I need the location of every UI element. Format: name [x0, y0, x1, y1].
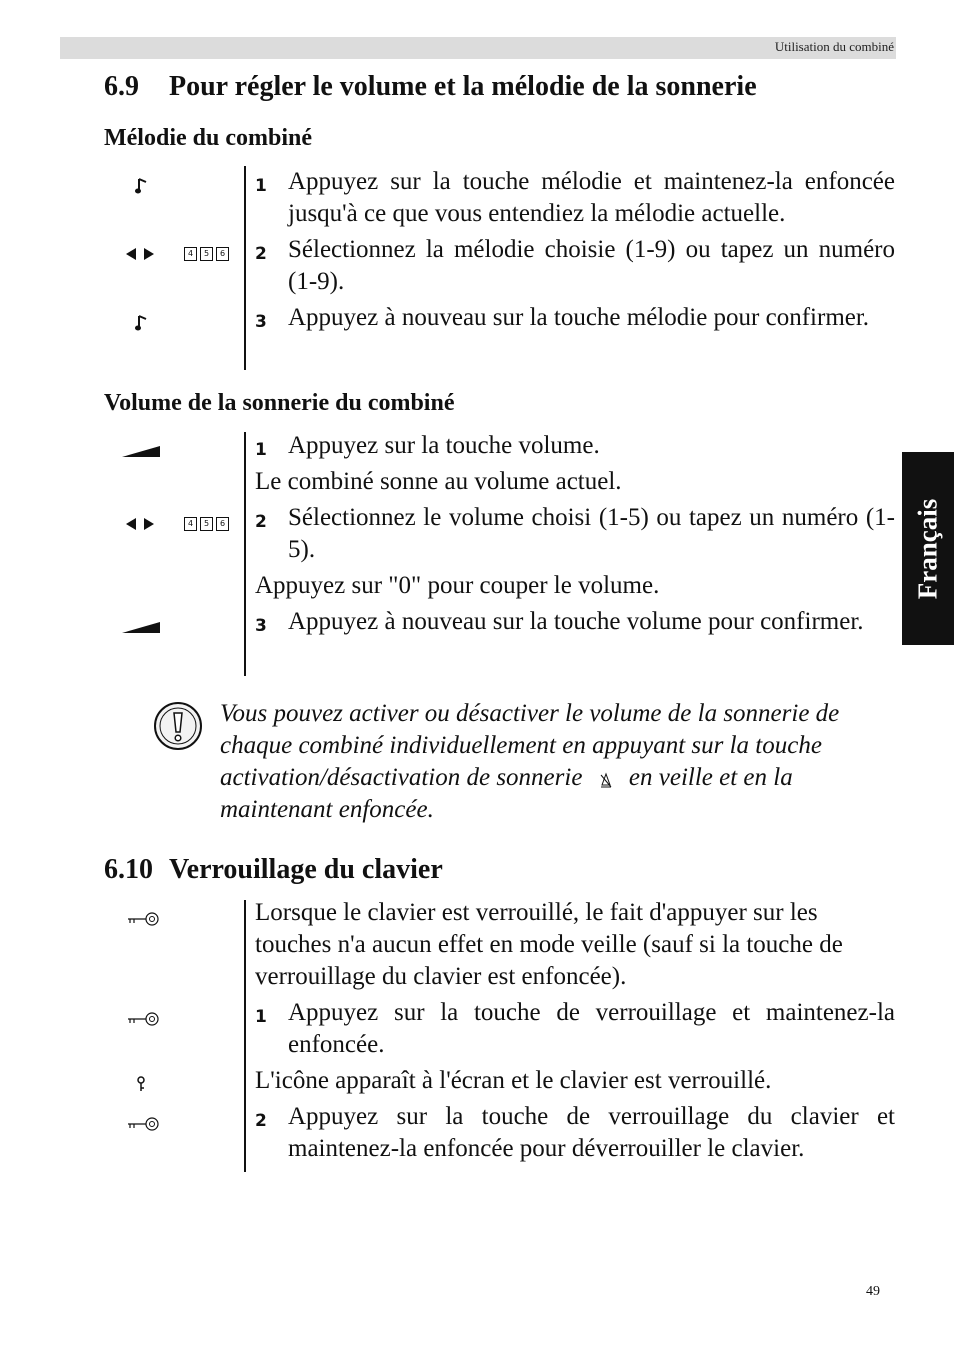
section-title-text: Pour régler le volume et la mélodie de la sonnerie [169, 71, 757, 102]
keylock-key-icon [126, 1011, 160, 1027]
step-number: 2 [255, 512, 267, 532]
melody-key-icon [134, 175, 148, 195]
note-text-before: Vous pouvez activer ou désactiver le volume de la sonnerie de chaque combiné individuellement en appuyant sur la touche activation/désactivation de sonnerie [220, 700, 840, 791]
step-text: Appuyez sur la touche mélodie et maintenez-la enfoncée jusqu'à ce que vous entendiez la mélodie actuelle. [288, 168, 895, 227]
step-text: Appuyez sur la touche de verrouillage du clavier et maintenez-la enfoncée pour déverrouiller le clavier. [288, 1103, 895, 1162]
section-title-text: Verrouillage du clavier [169, 854, 443, 885]
step-text: Appuyez à nouveau sur la touche volume pour confirmer. [288, 608, 864, 635]
section-6-10-title [104, 854, 443, 886]
navigation-arrows-icon [124, 516, 156, 532]
volume-info-mute: Appuyez sur "0" pour couper le volume. [255, 572, 660, 599]
note-text [220, 698, 900, 826]
keylock-key-icon [126, 1116, 160, 1132]
language-tab [902, 452, 954, 645]
navigation-arrows-icon [124, 246, 156, 262]
divider-line [244, 900, 246, 1172]
keylock-info: L'icône apparaît à l'écran et le clavier est verrouillé. [255, 1067, 772, 1094]
key-6-icon: 6 [216, 247, 229, 261]
melody-step-3 [255, 302, 895, 334]
step-number: 1 [255, 440, 267, 460]
melody-steps [104, 166, 896, 370]
ringer-off-icon [589, 770, 623, 788]
volume-key-icon [122, 620, 162, 634]
number-keys-icon [184, 247, 229, 261]
step-text: Sélectionnez la mélodie choisie (1-9) ou tapez un numéro (1-9). [288, 236, 895, 295]
keylock-steps [104, 900, 896, 1172]
key-5-icon: 5 [200, 517, 213, 531]
section-number: 6.10 [104, 854, 153, 885]
volume-key-icon [122, 444, 162, 458]
step-number: 3 [255, 312, 267, 332]
melody-key-icon [134, 312, 148, 332]
melody-step-1 [255, 166, 895, 230]
section-number: 6.9 [104, 71, 139, 102]
key-4-icon: 4 [184, 247, 197, 261]
keylock-key-icon [126, 911, 160, 927]
lock-status-icon [136, 1076, 146, 1092]
volume-step-2 [255, 502, 895, 566]
warning-icon [153, 701, 203, 751]
page-number: 49 [866, 1284, 880, 1299]
language-tab-label: Français [912, 498, 943, 599]
step-number: 3 [255, 616, 267, 636]
volume-step-3 [255, 606, 895, 638]
step-number: 1 [255, 1007, 267, 1027]
step-number: 2 [255, 244, 267, 264]
step-text: Appuyez sur la touche volume. [288, 432, 600, 459]
keylock-step-2 [255, 1101, 895, 1165]
volume-info-current: Le combiné sonne au volume actuel. [255, 468, 622, 495]
key-4-icon: 4 [184, 517, 197, 531]
section-6-9-title [104, 71, 757, 103]
step-text: Appuyez à nouveau sur la touche mélodie pour confirmer. [288, 304, 870, 331]
note-text-after: en veille et en la maintenant enfoncée. [220, 764, 793, 823]
step-text: Sélectionnez le volume choisi (1-5) ou tapez un numéro (1-5). [288, 504, 895, 563]
key-6-icon: 6 [216, 517, 229, 531]
volume-heading: Volume de la sonnerie du combiné [104, 390, 455, 416]
volume-steps [104, 432, 896, 676]
melody-heading: Mélodie du combiné [104, 125, 312, 151]
divider-line [244, 166, 246, 370]
step-number: 2 [255, 1111, 267, 1131]
step-number: 1 [255, 176, 267, 196]
keylock-step-1 [255, 997, 895, 1061]
keylock-intro: Lorsque le clavier est verrouillé, le fait d'appuyer sur les touches n'a aucun effet en mode veille (sauf si la touche de verrouillage du clavier est enfoncée). [255, 899, 843, 990]
step-text: Appuyez sur la touche de verrouillage et maintenez-la enfoncée. [288, 999, 895, 1058]
volume-step-1 [255, 430, 895, 462]
key-5-icon: 5 [200, 247, 213, 261]
melody-step-2 [255, 234, 895, 298]
running-header [60, 37, 896, 59]
running-header-title: Utilisation du combiné [774, 39, 894, 54]
divider-line [244, 432, 246, 676]
number-keys-icon [184, 517, 229, 531]
